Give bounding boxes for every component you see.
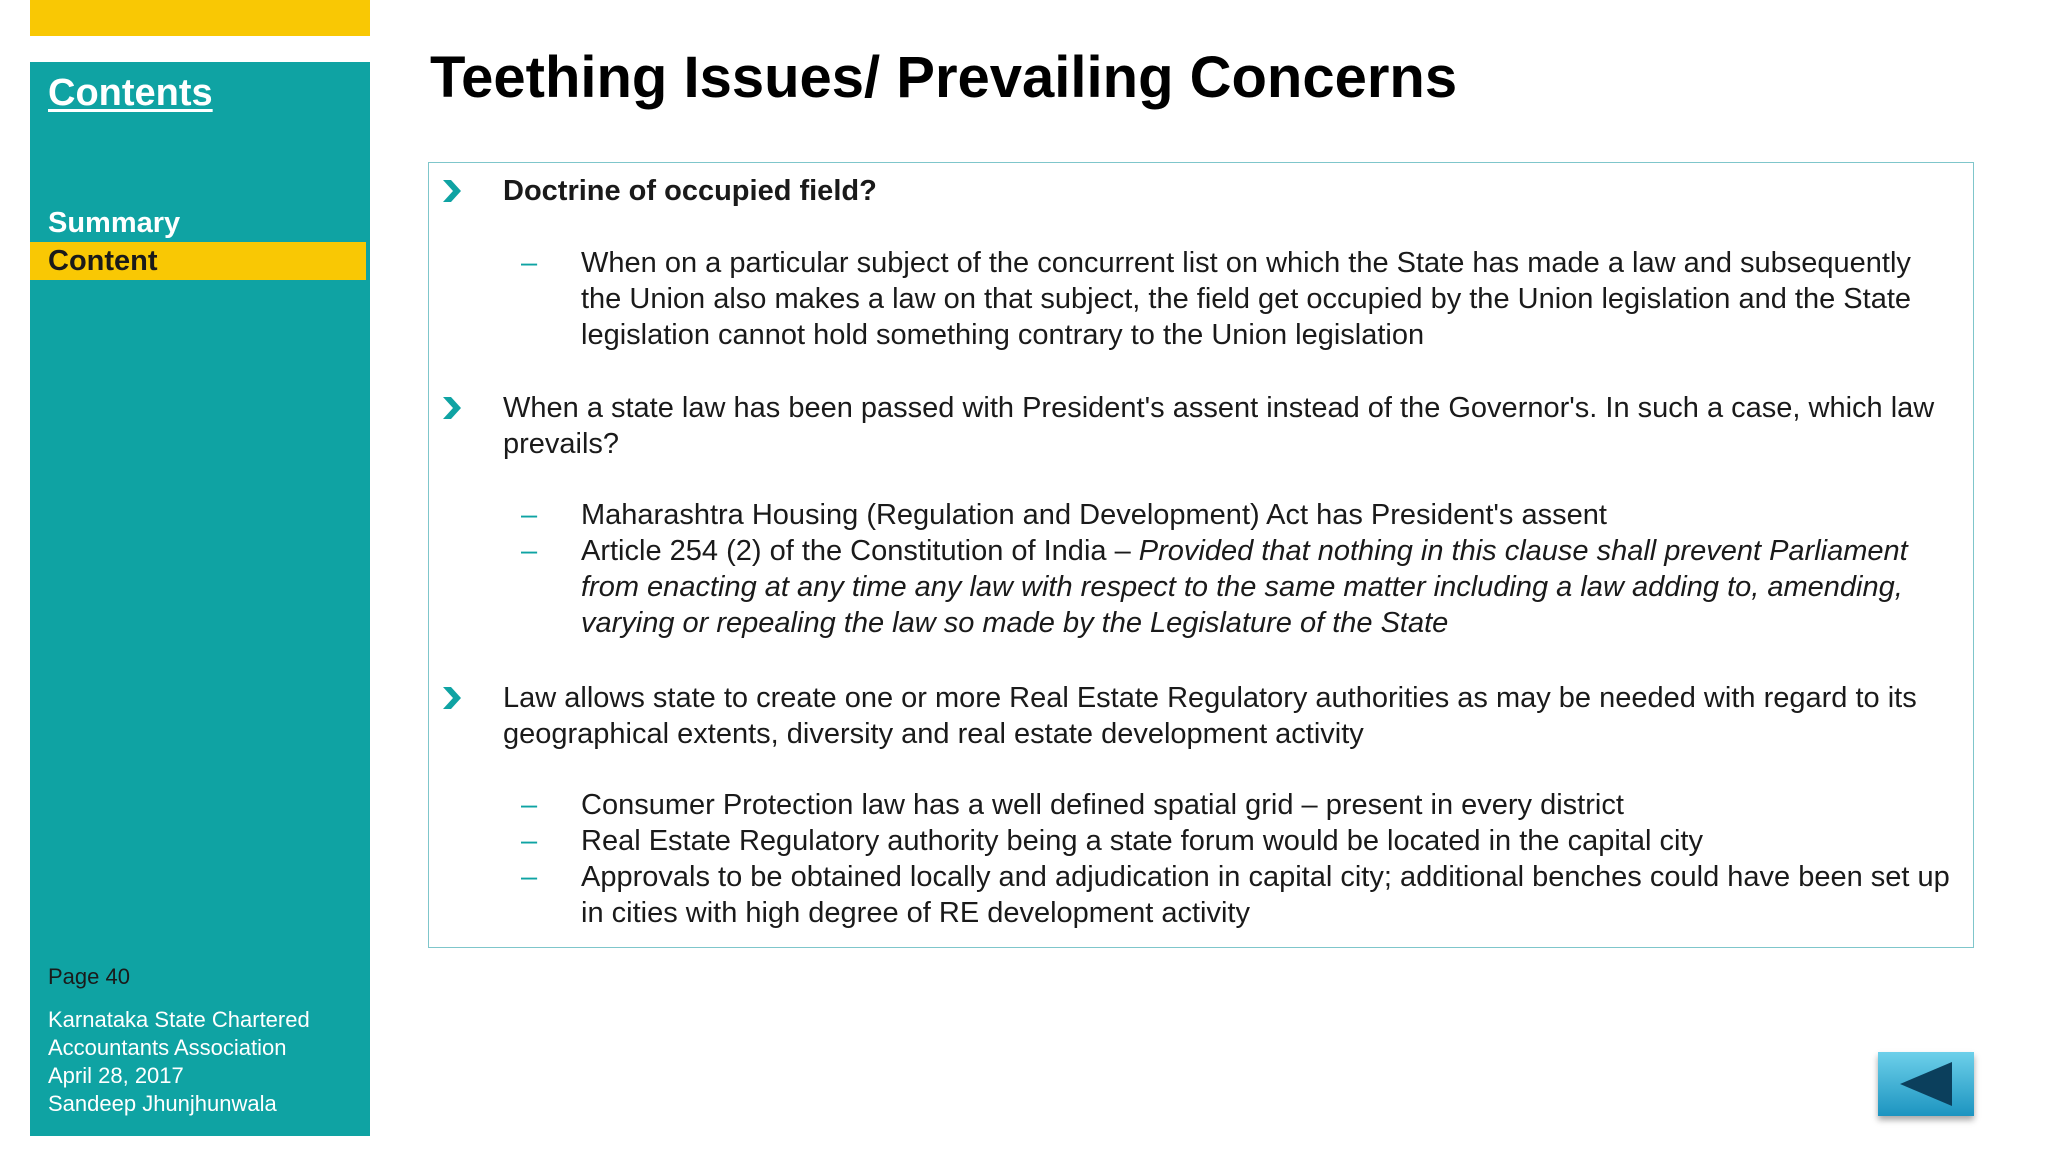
- dash-marker: –: [521, 825, 538, 857]
- dash-marker: –: [521, 499, 538, 531]
- sub-text: [581, 533, 1953, 641]
- footer-line-org-2: Accountants Association: [48, 1035, 287, 1060]
- contents-link[interactable]: Contents: [48, 72, 213, 114]
- footer-line-author: Sandeep Jhunjhunwala: [48, 1091, 277, 1116]
- chevron-right-icon: [441, 395, 463, 421]
- dash-marker: –: [521, 247, 538, 279]
- footer-line-date: April 28, 2017: [48, 1063, 184, 1088]
- top-accent-bar: [30, 0, 370, 36]
- chevron-right-icon: [441, 178, 463, 204]
- page-number: Page 40: [48, 964, 130, 989]
- back-arrow-icon: [1878, 1052, 1974, 1116]
- footer-line-org-1: Karnataka State Chartered: [48, 1007, 310, 1032]
- bullet-text: Doctrine of occupied field?: [503, 175, 877, 207]
- footer-info: [48, 1006, 310, 1118]
- bullet-text: When a state law has been passed with President's assent instead of the Governor's. In such a case, which law prevails?: [503, 392, 1935, 460]
- bullet-text: Law allows state to create one or more Real Estate Regulatory authorities as may be needed with regard to its geographical extents, diversity and real estate development activity: [503, 682, 1917, 750]
- sub-text-italic: Provided that nothing in this clause shall prevent Parliament from enacting at any time any law with respect to the same matter including a law adding to, amending, varying or repealing the law so made by the Legislature of the State: [581, 535, 1908, 639]
- sub-text-plain: Article 254 (2) of the Constitution of India –: [581, 535, 1139, 567]
- back-button[interactable]: [1878, 1052, 1974, 1116]
- sub-text: Maharashtra Housing (Regulation and Development) Act has President's assent: [581, 499, 1607, 531]
- sub-text: Consumer Protection law has a well defined spatial grid – present in every district: [581, 789, 1624, 821]
- sub-text: Approvals to be obtained locally and adjudication in capital city; additional benches could have been set up in cities with high degree of RE development activity: [581, 861, 1950, 929]
- sub-text: Real Estate Regulatory authority being a state forum would be located in the capital city: [581, 825, 1703, 857]
- slide-title: Teething Issues/ Prevailing Concerns: [430, 45, 1458, 110]
- nav-item-summary[interactable]: Summary: [48, 207, 181, 239]
- sidebar: [30, 62, 370, 1136]
- nav-item-content[interactable]: Content: [30, 242, 366, 280]
- content-box: [428, 162, 1974, 948]
- dash-marker: –: [521, 861, 538, 893]
- sub-text: When on a particular subject of the concurrent list on which the State has made a law and subsequently the Union also makes a law on that subject, the field get occupied by the Union legislation and the State legislation cannot hold something contrary to the Union legislation: [581, 247, 1912, 351]
- dash-marker: –: [521, 535, 538, 567]
- dash-marker: –: [521, 789, 538, 821]
- chevron-right-icon: [441, 685, 463, 711]
